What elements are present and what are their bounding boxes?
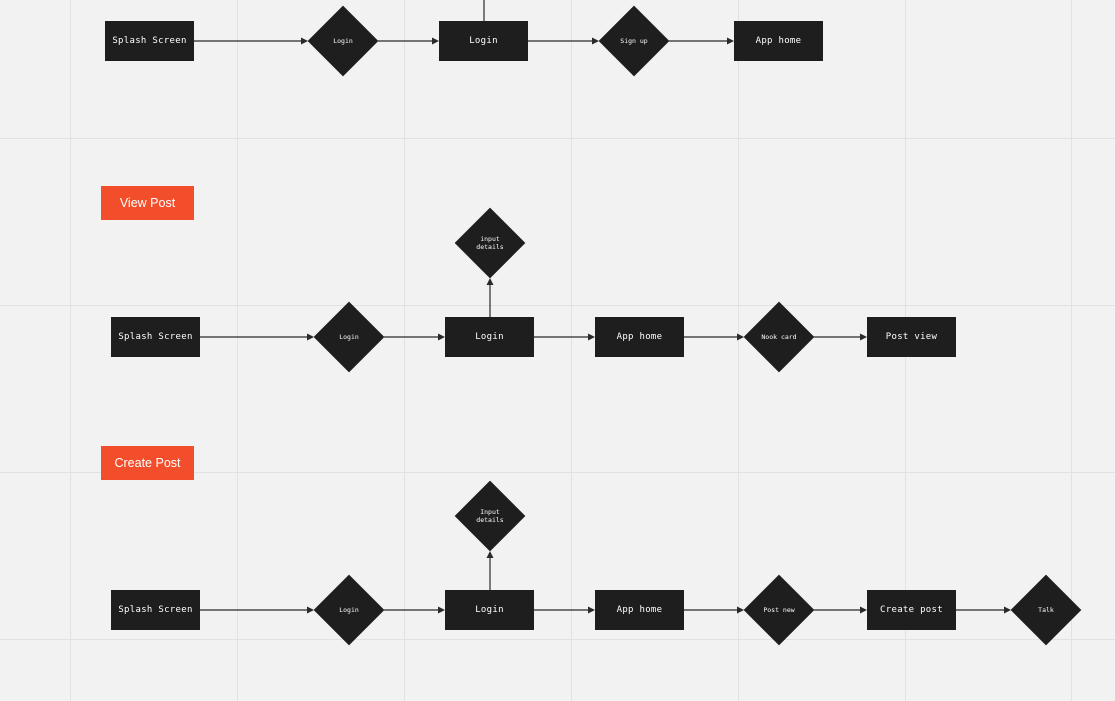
login-decision-label: Login <box>333 37 353 45</box>
nook-card-label: Nook card <box>761 333 797 341</box>
talk-label: Talk <box>1038 606 1054 614</box>
login-decision-node[interactable] <box>314 575 384 645</box>
post-view-node[interactable]: Post view <box>867 317 956 357</box>
input-details-label: Input details <box>476 508 504 524</box>
create-post-node[interactable]: Create post <box>867 590 956 630</box>
login-decision-label: Login <box>339 333 359 341</box>
app-home-node[interactable]: App home <box>595 317 684 357</box>
input-details-node[interactable] <box>455 208 525 278</box>
signup-decision-label: Sign up <box>620 37 648 45</box>
talk-decision-node[interactable] <box>1011 575 1081 645</box>
create-post-section-tag[interactable]: Create Post <box>101 446 194 480</box>
app-home-node[interactable]: App home <box>734 21 823 61</box>
app-home-node[interactable]: App home <box>595 590 684 630</box>
login-node[interactable]: Login <box>445 317 534 357</box>
post-new-label: Post new <box>763 606 795 614</box>
view-post-section-tag[interactable]: View Post <box>101 186 194 220</box>
signup-decision-node[interactable] <box>599 6 669 76</box>
login-node[interactable]: Login <box>439 21 528 61</box>
login-decision-label: Login <box>339 606 359 614</box>
login-decision-node[interactable] <box>314 302 384 372</box>
input-details-label: input details <box>476 235 504 251</box>
login-decision-node[interactable] <box>308 6 378 76</box>
splash-screen-node[interactable]: Splash Screen <box>105 21 194 61</box>
splash-screen-node[interactable]: Splash Screen <box>111 590 200 630</box>
login-node[interactable]: Login <box>445 590 534 630</box>
input-details-node[interactable] <box>455 481 525 551</box>
splash-screen-node[interactable]: Splash Screen <box>111 317 200 357</box>
post-new-decision-node[interactable] <box>744 575 814 645</box>
nook-card-decision-node[interactable] <box>744 302 814 372</box>
